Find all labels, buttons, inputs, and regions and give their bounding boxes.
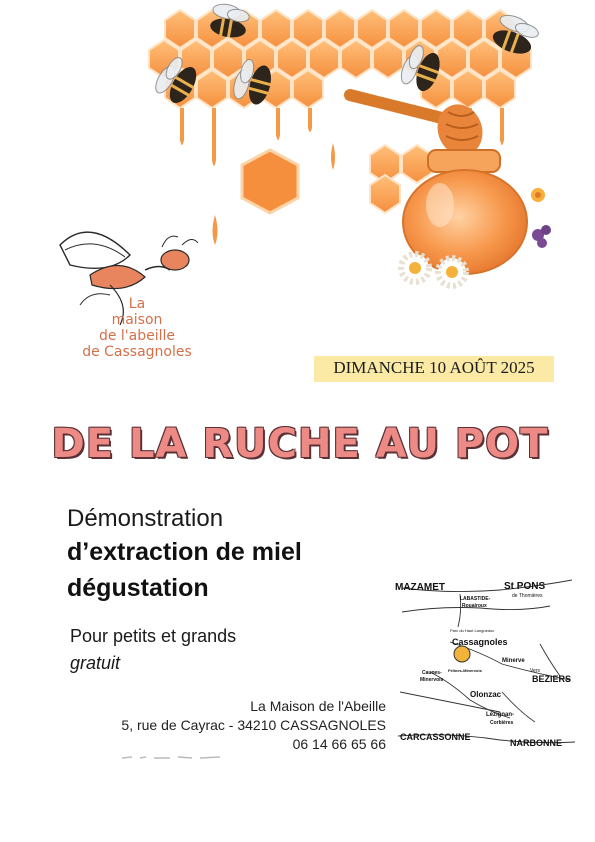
description-line-bold: dégustation xyxy=(67,574,209,602)
description-line-bold: d’extraction de miel xyxy=(67,538,302,566)
map-label: Rouairoux xyxy=(462,603,487,609)
event-date: DIMANCHE 10 AOÛT 2025 xyxy=(333,358,535,377)
map-label: Cassagnoles xyxy=(452,637,508,647)
map-label: CARCASSONNE xyxy=(400,732,471,742)
map-label: St PONS xyxy=(504,581,546,592)
phone-number: 06 14 66 65 66 xyxy=(292,736,386,752)
cassagnoles-marker-icon xyxy=(454,646,470,662)
big-honey-cell xyxy=(242,150,298,213)
logo-line: maison xyxy=(111,312,163,328)
location-map xyxy=(390,572,580,752)
map-label: Minerve xyxy=(502,658,525,664)
price-text: gratuit xyxy=(70,653,121,673)
address-street: 5, rue de Cayrac - 34210 CASSAGNOLES xyxy=(121,717,386,733)
map-label: Olonzac xyxy=(470,690,502,699)
logo-line: La xyxy=(128,296,146,312)
map-label: MAZAMET xyxy=(395,582,445,593)
logo-text xyxy=(62,296,212,360)
map-label: LABASTIDE- xyxy=(460,596,491,602)
audience-text: Pour petits et grands xyxy=(70,626,237,646)
map-label: NARBONNE xyxy=(510,738,563,748)
event-title: DE LA RUCHE AU POT xyxy=(51,421,549,467)
map-label: Félines-Minervois xyxy=(448,668,482,673)
map-label: Minervois xyxy=(420,677,444,683)
map-label: Corbières xyxy=(490,720,514,726)
map-label: BEZIERS xyxy=(532,674,572,684)
map-label: de Thomières xyxy=(512,593,543,599)
logo-line: de Cassagnoles xyxy=(82,344,192,360)
map-label: Parc du Haut Languedoc xyxy=(450,628,495,633)
address-name: La Maison de l'Abeille xyxy=(250,698,386,714)
description-line: Démonstration xyxy=(67,505,224,532)
map-label: Vers xyxy=(530,668,541,674)
scan-smudge xyxy=(120,752,230,762)
map-label: Lézignan- xyxy=(486,712,514,718)
map-label: Caunes- xyxy=(422,670,442,676)
logo-line: de l'abeille xyxy=(98,328,176,344)
